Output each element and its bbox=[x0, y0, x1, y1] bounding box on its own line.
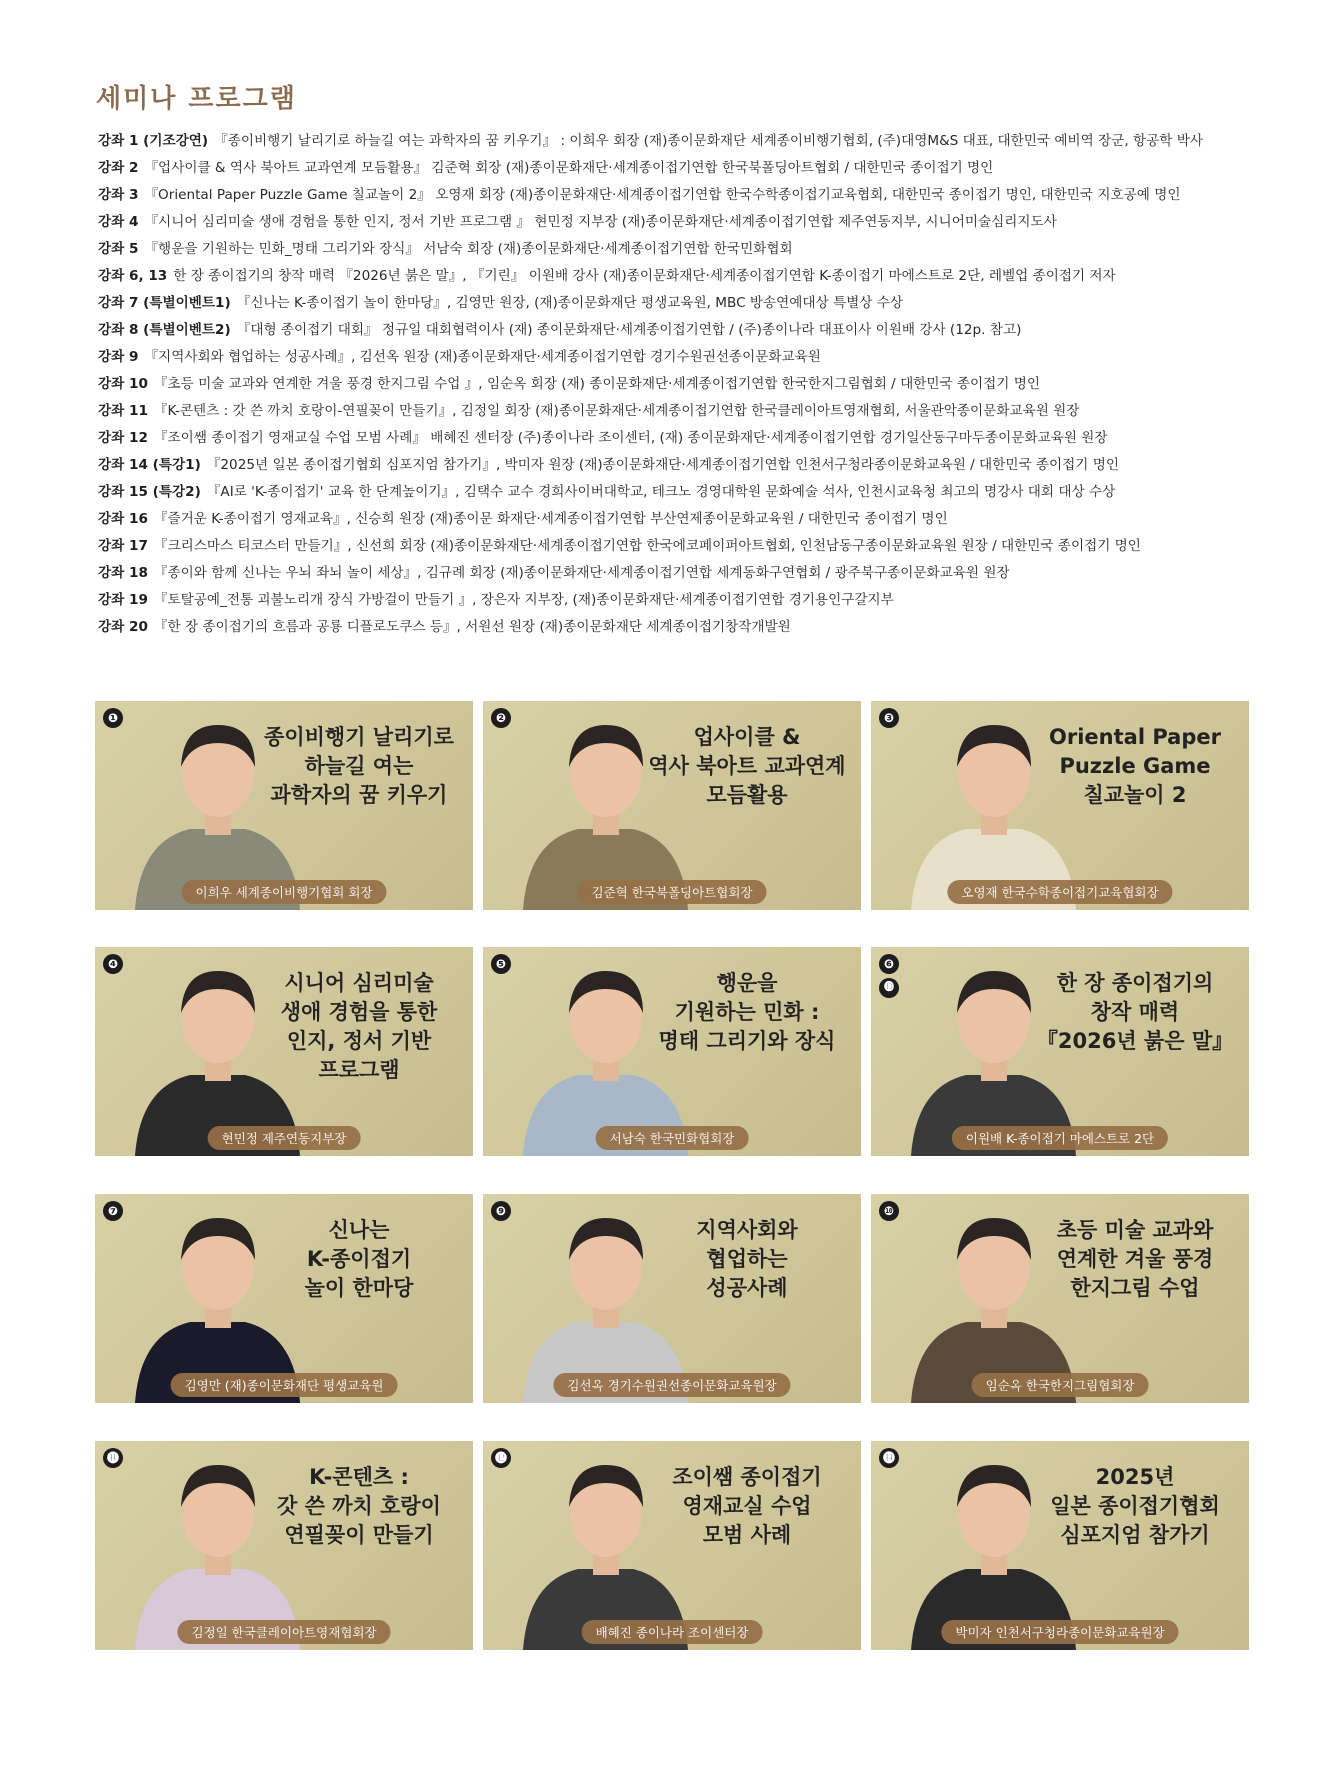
card-number-badge: ❻ bbox=[879, 954, 899, 974]
speaker-caption: 박미자 인천서구청라종이문화교육원장 bbox=[941, 1620, 1178, 1644]
lecture-item bbox=[98, 236, 1298, 263]
lecture-label: 강좌 5 bbox=[98, 241, 139, 257]
card-number-badge: ⓫ bbox=[103, 1448, 123, 1468]
lecture-item bbox=[98, 614, 1298, 641]
card-number-badge: ❸ bbox=[879, 708, 899, 728]
speaker-card bbox=[871, 947, 1249, 1156]
lecture-text: 『즐거운 K-종이접기 영재교육』, 신승희 원장 (재)종이문 화재단·세계종이접기연합 부산연제종이문화교육원 / 대한민국 종이접기 명인 bbox=[153, 511, 948, 527]
speaker-caption: 현민정 제주연동지부장 bbox=[208, 1126, 361, 1150]
lecture-label: 강좌 1 (기조강연) bbox=[98, 133, 209, 149]
lecture-item bbox=[98, 587, 1298, 614]
speaker-caption: 김정일 한국클레이아트영재협회장 bbox=[177, 1620, 390, 1644]
lecture-text: 『종이와 함께 신나는 우뇌 좌뇌 놀이 세상』, 김규례 회장 (재)종이문화재단·세계종이접기연합 세계동화구연협회 / 광주북구종이문화교육원 원장 bbox=[153, 565, 1010, 581]
lecture-item bbox=[98, 425, 1298, 452]
speaker-card bbox=[871, 701, 1249, 910]
lecture-item bbox=[98, 182, 1298, 209]
lecture-text: 『신나는 K-종이접기 놀이 한마당』, 김영만 원장, (재)종이문화재단 평생교육원, MBC 방송연예대상 특별상 수상 bbox=[236, 295, 903, 311]
card-title: 한 장 종이접기의 창작 매력 『2026년 붉은 말』 bbox=[1036, 971, 1234, 1053]
card-title: 초등 미술 교과와 연계한 겨울 풍경 한지그림 수업 bbox=[1056, 1218, 1214, 1300]
speaker-card bbox=[95, 1194, 473, 1403]
lecture-item bbox=[98, 398, 1298, 425]
lecture-text: 『업사이클 & 역사 북아트 교과연계 모듬활용』 김준혁 회장 (재)종이문화재단·세계종이접기연합 한국북폴딩아트협회 / 대한민국 종이접기 명인 bbox=[144, 160, 994, 176]
card-number-badge: ❼ bbox=[103, 1201, 123, 1221]
speaker-caption: 배혜진 종이나라 조이센터장 bbox=[582, 1620, 763, 1644]
lecture-item bbox=[98, 290, 1298, 317]
lecture-text: 『한 장 종이접기의 흐름과 공룡 디플로도쿠스 등』, 서원선 원장 (재)종이문화재단 세계종이접기창작개발원 bbox=[153, 619, 791, 635]
speaker-caption: 이원배 K-종이접기 마에스트로 2단 bbox=[952, 1126, 1168, 1150]
lecture-item bbox=[98, 371, 1298, 398]
speaker-caption: 이희우 세계종이비행기협회 회장 bbox=[182, 880, 387, 904]
lecture-text: 『초등 미술 교과와 연계한 겨울 풍경 한지그림 수업 』, 임순옥 회장 (재) 종이문화재단·세계종이접기연합 한국한지그림협회 / 대한민국 종이접기 명인 bbox=[153, 376, 1041, 392]
speaker-card bbox=[871, 1194, 1249, 1403]
lecture-text: 『토탈공예_전통 괴불노리개 장식 가방걸이 만들기 』, 장은자 지부장, (재)종이문화재단·세계종이접기연합 경기용인구갈지부 bbox=[153, 592, 894, 608]
card-number-badge: ❿ bbox=[879, 1201, 899, 1221]
lecture-label: 강좌 12 bbox=[98, 430, 148, 446]
lecture-label: 강좌 20 bbox=[98, 619, 148, 635]
lecture-item bbox=[98, 479, 1298, 506]
speaker-card bbox=[95, 947, 473, 1156]
lecture-label: 강좌 11 bbox=[98, 403, 148, 419]
lecture-item bbox=[98, 344, 1298, 371]
speaker-card bbox=[483, 701, 861, 910]
card-title: 업사이클 & 역사 북아트 교과연계 모듬활용 bbox=[648, 725, 846, 807]
lecture-text: 『Oriental Paper Puzzle Game 칠교놀이 2』 오영재 회장 (재)종이문화재단·세계종이접기연합 한국수학종이접기교육협회, 대한민국 종이접기 명인, 대한민국 지호공예 명인 bbox=[144, 187, 1181, 203]
lecture-item bbox=[98, 128, 1298, 155]
card-number-badge: ❶ bbox=[103, 708, 123, 728]
lecture-item bbox=[98, 209, 1298, 236]
lecture-text: 『AI로 'K-종이접기' 교육 한 단계높이기』, 김택수 교수 경희사이버대학교, 테크노 경영대학원 문화예술 석사, 인천시교육청 최고의 명강사 대회 대상 수상 bbox=[206, 484, 1116, 500]
speaker-card bbox=[95, 701, 473, 910]
lecture-text: 한 장 종이접기의 창작 매력 『2026년 붉은 말』, 『기린』 이원배 강사 (재)종이문화재단·세계종이접기연합 K-종이접기 마에스트로 2단, 레벨업 종이접기 저자 bbox=[173, 268, 1116, 284]
lecture-item bbox=[98, 560, 1298, 587]
lecture-label: 강좌 19 bbox=[98, 592, 148, 608]
card-title: Oriental Paper Puzzle Game 칠교놀이 2 bbox=[1049, 725, 1221, 807]
lecture-label: 강좌 14 (특강1) bbox=[98, 457, 201, 473]
lecture-label: 강좌 18 bbox=[98, 565, 148, 581]
speaker-caption: 김영만 (재)종이문화재단 평생교육원 bbox=[171, 1373, 398, 1397]
lecture-text: 『행운을 기원하는 민화_명태 그리기와 장식』 서남숙 회장 (재)종이문화재단·세계종이접기연합 한국민화협회 bbox=[144, 241, 793, 257]
lecture-label: 강좌 8 (특별이벤트2) bbox=[98, 322, 231, 338]
card-title: 신나는 K-종이접기 놀이 한마당 bbox=[304, 1218, 414, 1300]
card-number-badge: ⓬ bbox=[491, 1448, 511, 1468]
speaker-card bbox=[95, 1441, 473, 1650]
speaker-caption: 김준혁 한국북폴딩아트협회장 bbox=[578, 880, 767, 904]
lecture-label: 강좌 17 bbox=[98, 538, 148, 554]
card-title: K-콘텐츠 : 갓 쓴 까치 호랑이 연필꽂이 만들기 bbox=[277, 1465, 441, 1547]
lecture-text: 『종이비행기 날리기로 하늘길 여는 과학자의 꿈 키우기』 : 이희우 회장 (재)종이문화재단 세계종이비행기협회, (주)대영M&S 대표, 대한민국 예비역 장군, 항공학 박사 bbox=[214, 133, 1203, 149]
lecture-label: 강좌 16 bbox=[98, 511, 148, 527]
lecture-label: 강좌 15 (특강2) bbox=[98, 484, 201, 500]
card-title: 종이비행기 날리기로 하늘길 여는 과학자의 꿈 키우기 bbox=[264, 725, 454, 807]
lecture-text: 『지역사회와 협업하는 성공사례』, 김선옥 원장 (재)종이문화재단·세계종이접기연합 경기수원권선종이문화교육원 bbox=[144, 349, 821, 365]
lecture-item bbox=[98, 533, 1298, 560]
lecture-item bbox=[98, 317, 1298, 344]
lecture-label: 강좌 6, 13 bbox=[98, 268, 168, 284]
speaker-card bbox=[483, 947, 861, 1156]
card-number-badge: ❷ bbox=[491, 708, 511, 728]
lecture-list bbox=[98, 128, 1298, 641]
card-number-badge: ❹ bbox=[103, 954, 123, 974]
lecture-text: 『2025년 일본 종이접기협회 심포지엄 참가기』, 박미자 원장 (재)종이문화재단·세계종이접기연합 인천서구청라종이문화교육원 / 대한민국 종이접기 명인 bbox=[206, 457, 1120, 473]
lecture-text: 『크리스마스 티코스터 만들기』, 신선희 회장 (재)종이문화재단·세계종이접기연합 한국에코페이퍼아트협회, 인천남동구종이문화교육원 원장 / 대한민국 종이접기 명인 bbox=[153, 538, 1141, 554]
lecture-label: 강좌 7 (특별이벤트1) bbox=[98, 295, 231, 311]
card-title: 행운을 기원하는 민화 : 명태 그리기와 장식 bbox=[658, 971, 836, 1053]
lecture-label: 강좌 3 bbox=[98, 187, 139, 203]
lecture-item bbox=[98, 263, 1298, 290]
speaker-card bbox=[871, 1441, 1249, 1650]
speaker-caption: 김선옥 경기수원권선종이문화교육원장 bbox=[553, 1373, 790, 1397]
card-title: 2025년 일본 종이접기협회 심포지엄 참가기 bbox=[1050, 1465, 1220, 1547]
card-title: 조이쌤 종이접기 영재교실 수업 모범 사례 bbox=[672, 1465, 822, 1547]
speaker-caption: 임순옥 한국한지그림협회장 bbox=[972, 1373, 1149, 1397]
card-title: 시니어 심리미술 생애 경험을 통한 인지, 정서 기반 프로그램 bbox=[280, 971, 438, 1082]
lecture-label: 강좌 9 bbox=[98, 349, 139, 365]
lecture-label: 강좌 10 bbox=[98, 376, 148, 392]
card-number-badge: ❺ bbox=[491, 954, 511, 974]
lecture-item bbox=[98, 506, 1298, 533]
lecture-item bbox=[98, 452, 1298, 479]
lecture-text: 『K-콘텐츠 : 갓 쓴 까치 호랑이-연필꽂이 만들기』, 김정일 회장 (재)종이문화재단·세계종이접기연합 한국클레이아트영재협회, 서울관악종이문화교육원 원장 bbox=[153, 403, 1080, 419]
speaker-caption: 서남숙 한국민화협회장 bbox=[596, 1126, 749, 1150]
card-number-badge-secondary: ⓭ bbox=[879, 978, 899, 998]
lecture-label: 강좌 4 bbox=[98, 214, 139, 230]
lecture-label: 강좌 2 bbox=[98, 160, 139, 176]
lecture-text: 『조이쌤 종이접기 영재교실 수업 모범 사례』 배혜진 센터장 (주)종이나라 조이센터, (재) 종이문화재단·세계종이접기연합 경기일산동구마두종이문화교육원 원장 bbox=[153, 430, 1108, 446]
lecture-text: 『시니어 심리미술 생애 경험을 통한 인지, 정서 기반 프로그램 』 현민정 지부장 (재)종이문화재단·세계종이접기연합 제주연동지부, 시니어미술심리지도사 bbox=[144, 214, 1057, 230]
card-title: 지역사회와 협업하는 성공사례 bbox=[696, 1218, 798, 1300]
speaker-caption: 오영재 한국수학종이접기교육협회장 bbox=[947, 880, 1172, 904]
speaker-card bbox=[483, 1194, 861, 1403]
card-number-badge: ⓮ bbox=[879, 1448, 899, 1468]
card-number-badge: ❾ bbox=[491, 1201, 511, 1221]
lecture-item bbox=[98, 155, 1298, 182]
lecture-text: 『대형 종이접기 대회』 정규일 대회협력이사 (재) 종이문화재단·세계종이접기연합 / (주)종이나라 대표이사 이원배 강사 (12p. 참고) bbox=[236, 322, 1022, 338]
speaker-card bbox=[483, 1441, 861, 1650]
page-heading: 세미나 프로그램 bbox=[96, 84, 297, 114]
